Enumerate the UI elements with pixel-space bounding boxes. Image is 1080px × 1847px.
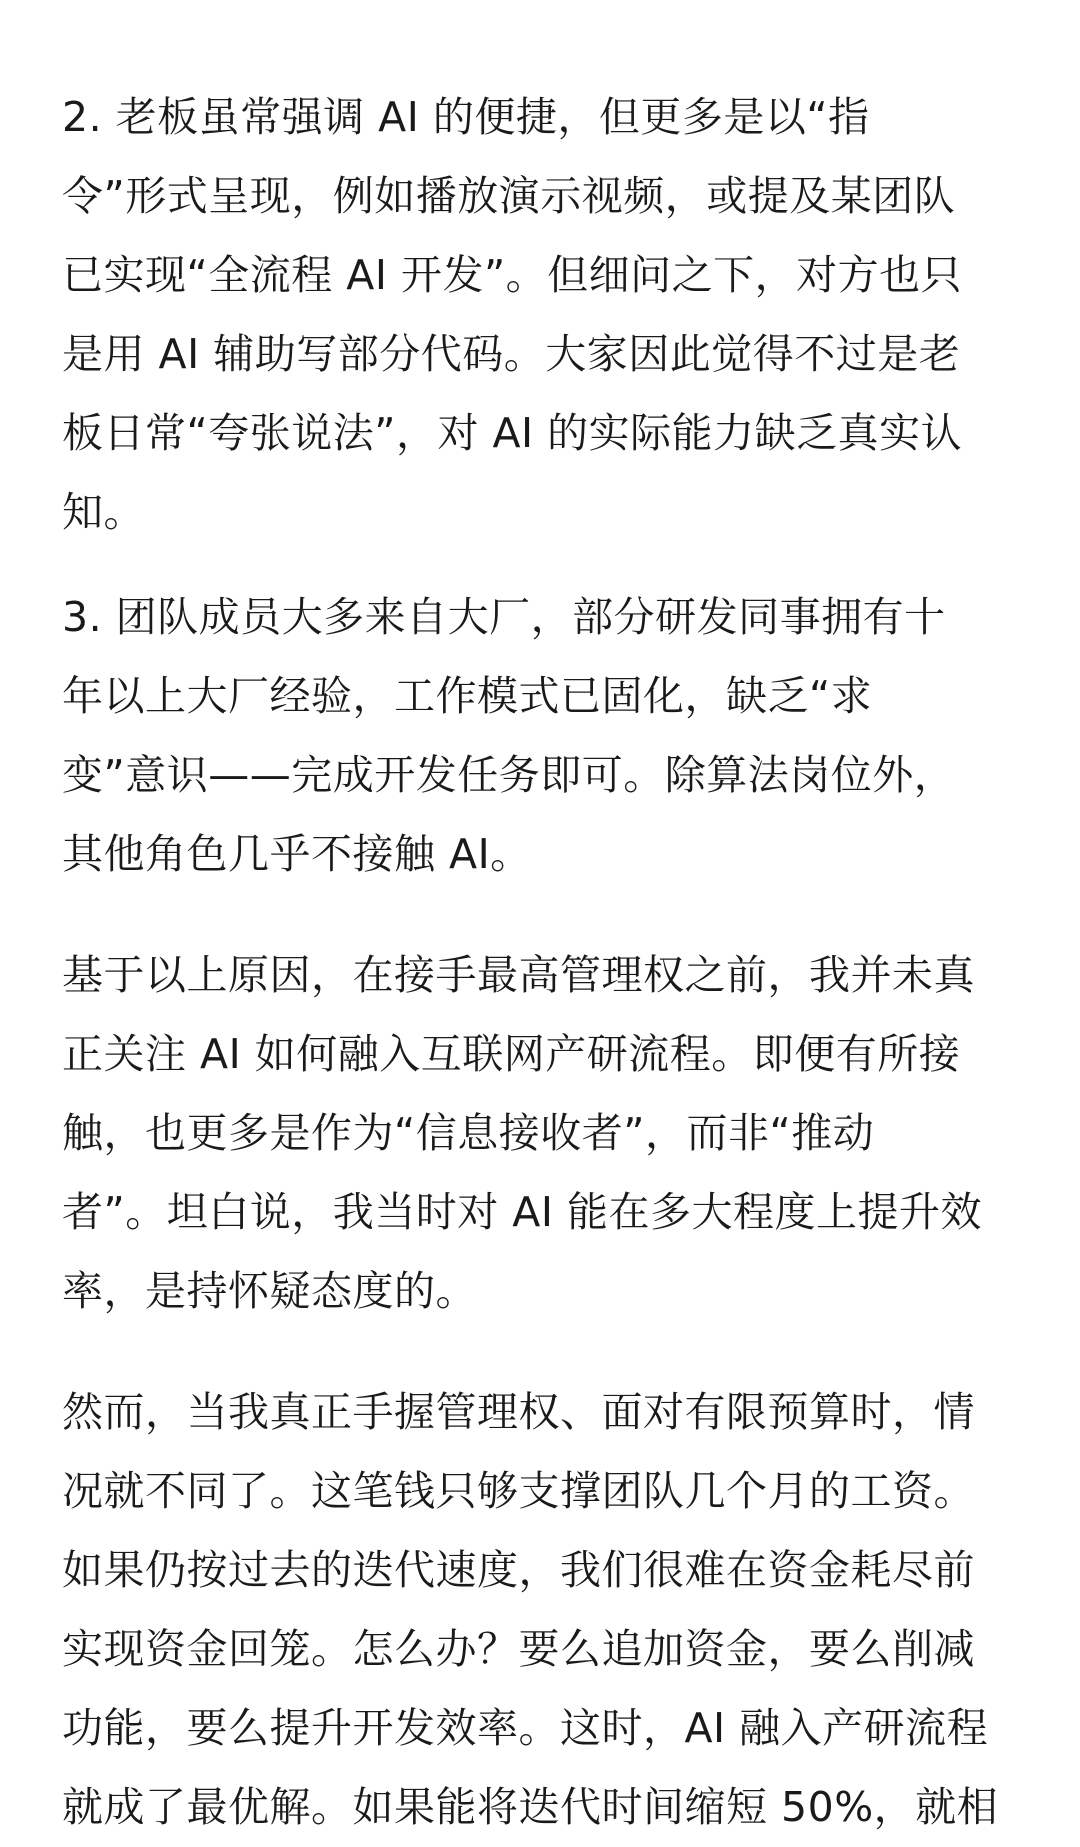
text-line: 实现资金回笼。怎么办？要么追加资金，要么削减 — [62, 1625, 975, 1673]
text-line: 基于以上原因，在接手最高管理权之前，我并未真 — [62, 951, 975, 999]
text-line: 板日常“夸张说法”，对 AI 的实际能力缺乏真实认 — [62, 409, 963, 457]
article-body — [62, 78, 1022, 1847]
text-line: 正关注 AI 如何融入互联网产研流程。即便有所接 — [62, 1030, 961, 1078]
text-line: 功能，要么提升开发效率。这时，AI 融入产研流程 — [62, 1704, 989, 1752]
text-line: 如果仍按过去的迭代速度，我们很难在资金耗尽前 — [62, 1546, 975, 1594]
paragraph-spacer — [62, 1331, 1022, 1373]
paragraph-prior-attitude — [62, 936, 1022, 1331]
paragraph-spacer — [62, 894, 1022, 936]
paragraph-spacer — [62, 552, 1022, 578]
text-line: 年以上大厂经验，工作模式已固化，缺乏“求 — [62, 672, 873, 720]
text-line: 触，也更多是作为“信息接收者”，而非“推动 — [62, 1109, 875, 1157]
text-line: 2. 老板虽常强调 AI 的便捷，但更多是以“指 — [62, 93, 870, 141]
text-line: 者”。坦白说，我当时对 AI 能在多大程度上提升效 — [62, 1188, 982, 1236]
text-line: 令”形式呈现，例如播放演示视频，或提及某团队 — [62, 172, 956, 220]
paragraph-team-background — [62, 578, 1022, 894]
text-line: 是用 AI 辅助写部分代码。大家因此觉得不过是老 — [62, 330, 961, 378]
text-line: 知。 — [62, 488, 145, 536]
text-line: 变”意识——完成开发任务即可。除算法岗位外， — [62, 751, 956, 799]
text-line: 然而，当我真正手握管理权、面对有限预算时，情 — [62, 1388, 975, 1436]
text-line: 3. 团队成员大多来自大厂，部分研发同事拥有十 — [62, 593, 946, 641]
text-line: 就成了最优解。如果能将迭代时间缩短 50%，就相 — [62, 1783, 999, 1831]
paragraph-budget-decision — [62, 1373, 1022, 1847]
paragraph-boss-ai-attitude — [62, 78, 1022, 552]
text-line: 况就不同了。这笔钱只够支撑团队几个月的工资。 — [62, 1467, 975, 1515]
text-line: 其他角色几乎不接触 AI。 — [62, 830, 532, 878]
text-line: 率，是持怀疑态度的。 — [62, 1267, 477, 1315]
text-line: 已实现“全流程 AI 开发”。但细问之下，对方也只 — [62, 251, 963, 299]
